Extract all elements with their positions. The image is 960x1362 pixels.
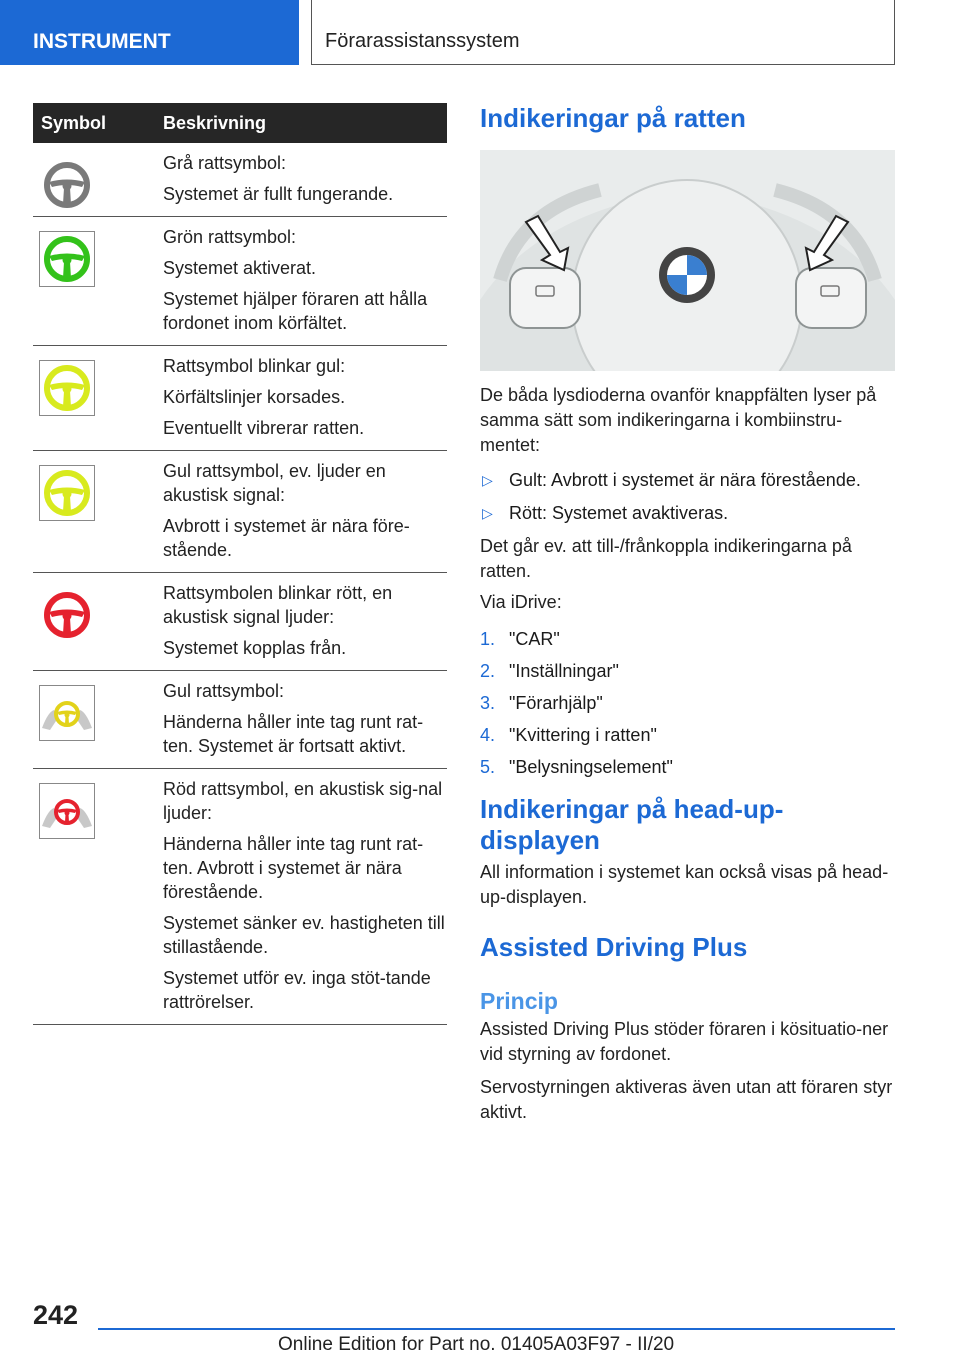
step-item [480,691,896,716]
table-body [33,143,447,1025]
steering-wheel-yellow-icon [39,465,95,521]
step-number: 3. [480,693,496,713]
subheading-principle: Princip [480,988,558,1014]
description-cell [163,143,447,216]
steering-intro: De båda lysdioderna ovanför knappfälten lyser på samma sätt som indikeringarna i kombiinstru-mentet: [480,385,877,455]
step-number: 5. [480,757,496,777]
description-line: Eventuellt vibrerar ratten. [163,418,365,438]
list-item [480,468,896,493]
table-row [33,671,447,769]
symbol-cell [33,143,163,216]
table-row [33,143,447,217]
steering-wheel-photo [480,150,895,371]
step-item [480,755,896,780]
description-cell [163,769,447,1024]
step-text: "Inställningar" [509,661,619,681]
column-header-description: Beskrivning [163,112,267,133]
step-item [480,627,896,652]
description-line: Systemet utför ev. inga stöt-tande rattrörelser. [163,968,431,1012]
symbol-cell [33,217,163,345]
principle-text-1: Assisted Driving Plus stöder föraren i kösituatio-ner vid styrning av fordonet. [480,1019,889,1064]
description-line: Rattsymbolen blinkar rött, en akustisk signal ljuder: [163,583,393,627]
list-item [480,501,896,526]
table-header [33,103,447,143]
step-text: "Belysningselement" [509,757,673,777]
steering-wheel-yellow-blinking-icon [39,360,95,416]
chapter-title: Förarassistanssystem [325,30,520,52]
step-number: 4. [480,725,496,745]
description-line: Systemet är fullt fungerande. [163,184,394,204]
description-line: Grå rattsymbol: [163,153,287,173]
heading-steering-indicators: Indikeringar på ratten [480,103,746,133]
header-divider [311,0,312,65]
toggle-text: Det går ev. att till-/frånkoppla indikeringarna på ratten. [480,536,852,581]
principle-text-2: Servostyrningen aktiveras även utan att föraren styr aktivt. [480,1077,893,1122]
bullet-text: Rött: Systemet avaktiveras. [509,503,729,523]
step-text: "Förarhjälp" [509,693,603,713]
table-row [33,573,447,671]
step-text: "CAR" [509,629,560,649]
symbol-cell [33,769,163,1024]
description-line: Händerna håller inte tag runt rat-ten. Systemet är fortsatt aktivt. [163,712,424,756]
symbol-cell [33,346,163,450]
table-row [33,769,447,1025]
description-cell [163,217,447,345]
symbol-cell [33,671,163,768]
description-line: Systemet hjälper föraren att hålla fordonet inom körfältet. [163,289,428,333]
steering-wheel-green-icon [39,231,95,287]
step-item [480,723,896,748]
symbol-table [33,103,447,1025]
hud-text: All information i systemet kan också visas på head-up-displayen. [480,862,889,907]
symbol-cell [33,451,163,572]
header-divider-right [894,0,895,65]
description-line: Körfältslinjer korsades. [163,387,346,407]
bullet-list [480,468,896,526]
edition-text: Online Edition for Part no. 01405A03F97 - II/20 [278,1334,675,1355]
hands-off-red-icon [39,783,95,839]
description-line: Systemet aktiverat. [163,258,317,278]
footer-rule [98,1328,895,1330]
right-column [480,103,896,1125]
description-line: Gul rattsymbol, ev. ljuder en akustisk signal: [163,461,386,505]
description-line: Gul rattsymbol: [163,681,285,701]
column-header-symbol: Symbol [41,112,107,133]
description-line: Röd rattsymbol, en akustisk sig-nal ljuder: [163,779,443,823]
hands-off-yellow-icon [39,685,95,741]
symbol-cell [33,573,163,670]
description-line: Rattsymbol blinkar gul: [163,356,346,376]
heading-hud-indicators: Indikeringar på head-up-displayen [480,794,784,855]
description-line: Systemet kopplas från. [163,638,347,658]
menu-steps [480,627,896,780]
page-number: 242 [33,1300,79,1330]
steering-wheel-grey-icon [39,157,95,213]
description-cell [163,573,447,670]
steering-wheel-red-icon [39,587,95,643]
description-cell [163,346,447,450]
step-text: "Kvittering i ratten" [509,725,657,745]
description-line: Systemet sänker ev. hastigheten till stillastående. [163,913,445,957]
description-line: Händerna håller inte tag runt rat-ten. Avbrott i systemet är nära förestående. [163,834,424,902]
table-row [33,451,447,573]
triangle-bullet-icon: ▷ [482,505,493,521]
triangle-bullet-icon: ▷ [482,472,493,488]
description-line: Grön rattsymbol: [163,227,297,247]
description-cell [163,451,447,572]
step-number: 1. [480,629,496,649]
table-row [33,217,447,346]
bullet-text: Gult: Avbrott i systemet är nära förestående. [509,470,861,490]
step-item [480,659,896,684]
step-number: 2. [480,661,496,681]
via-idrive: Via iDrive: [480,592,562,612]
heading-assisted-driving-plus: Assisted Driving Plus [480,932,748,962]
description-cell [163,671,447,768]
table-row [33,346,447,451]
section-tab: INSTRUMENT [0,0,299,65]
header-underline [311,64,895,65]
description-line: Avbrott i systemet är nära före-stående. [163,516,410,560]
